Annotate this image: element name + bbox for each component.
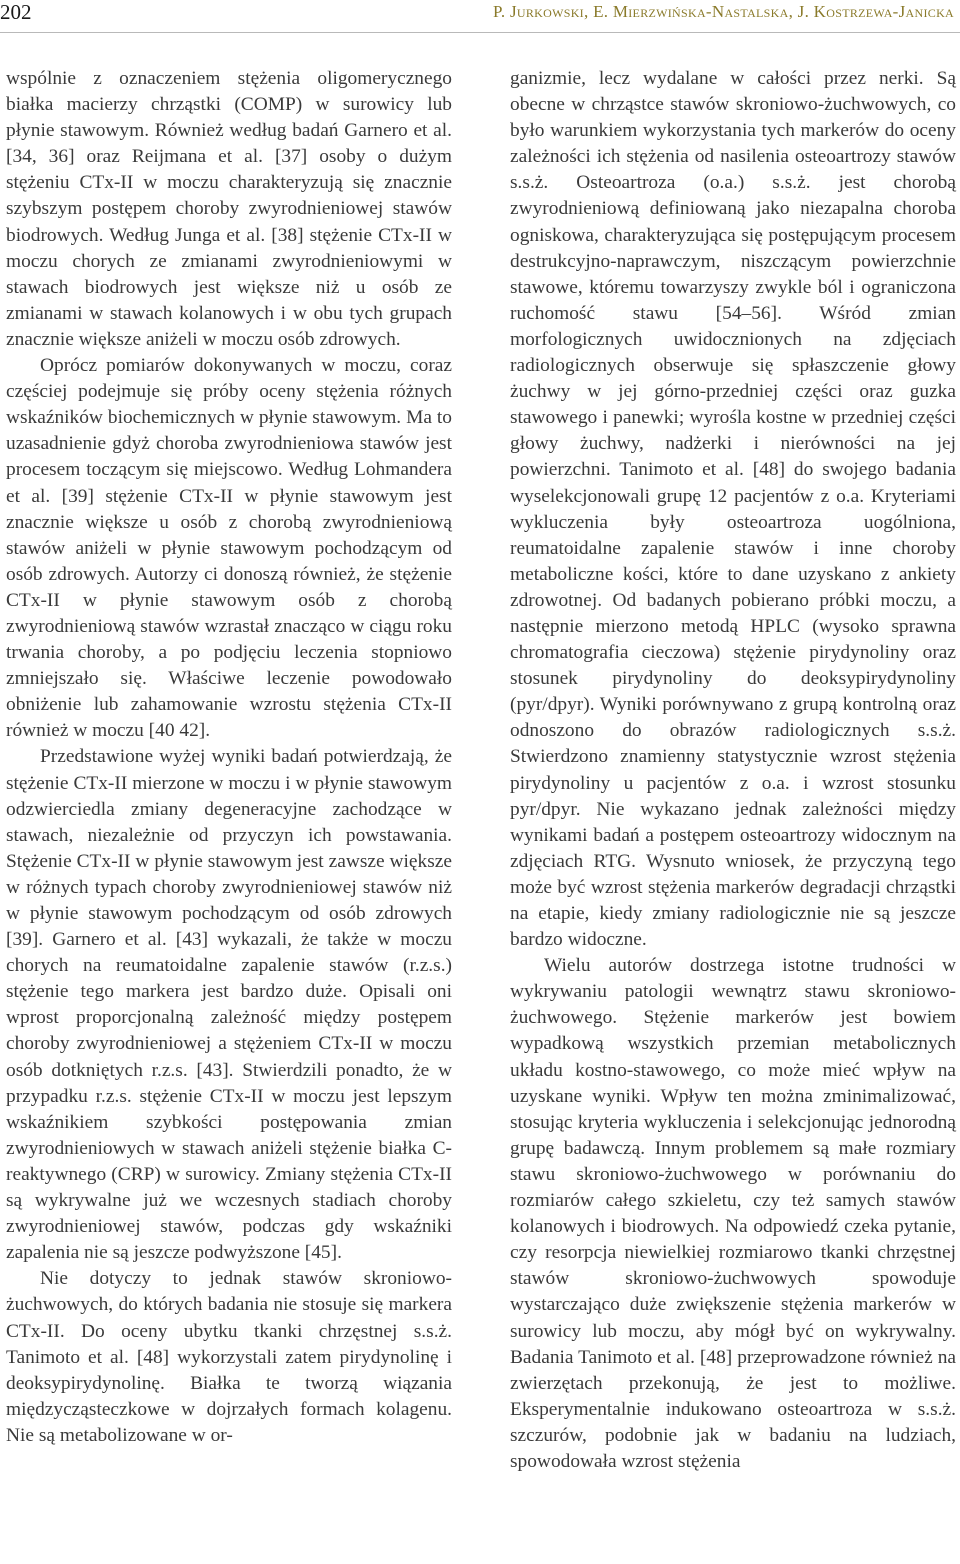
left-column	[6, 66, 452, 1449]
header-rule	[0, 32, 960, 33]
page-number: 202	[0, 0, 32, 24]
paragraph: Przedstawione wyżej wyniki badań potwierdzają, że stężenie CTx-II mierzone w moczu i w płynie stawowym odzwierciedla zmiany degeneracyjne zachodzące w stawach, niezależnie od przyczyn ich powstawania. Stężenie CTx-II w płynie stawowym jest zawsze większe w różnych typach choroby zwyrodnieniowej stawów niż w płynie stawowym pochodzącym od osób zdrowych [39]. Garnero et al. [43] wykazali, że także w moczu chorych na reumatoidalne zapalenie stawów (r.z.s.) stężenie tego markera jest bardzo duże. Opisali oni wprost proporcjonalną zależność między postępem choroby zwyrodnieniowej a stężeniem CTx-II w moczu osób dotkniętych r.z.s. [43]. Stwierdzili ponadto, że w przypadku r.z.s. stężenie CTx-II w moczu jest lepszym wskaźnikiem szybkości postępowania zmian zwyrodnieniowych w stawach aniżeli stężenie białka C-reaktywnego (CRP) w surowicy. Zmiany stężenia CTx-II są wykrywalne już we wczesnych stadiach choroby zwyrodnieniowej stawów, podczas gdy wskaźniki zapalenia nie są jeszcze podwyższone [45].	[6, 746, 452, 1264]
paragraph: Nie dotyczy to jednak stawów skroniowo-żuchwowych, do których badania nie stosuje się markera CTx-II. Do oceny ubytku tkanki chrzęstnej s.s.ż. Tanimoto et al. [48] wykorzystali zatem pirydynolinę i deoksypirydynolinę. Białka te tworzą wiązania międzycząsteczkowe w dojrzałych formach kolagenu. Nie są metabolizowane w or-	[6, 1268, 452, 1446]
paragraph: Wielu autorów dostrzega istotne trudności w wykrywaniu patologii wewnątrz stawu skroniowo-żuchwowego. Stężenie markerów jest bowiem wypadkową wszystkich przemian metabolicznych układu kostno-stawowego, co może mieć wpływ na uzyskane wyniki. Wpływ ten można zminimalizować, stosując kryteria wykluczenia i selekcjonując jednorodną grupę badawczą. Innym problemem są małe rozmiary stawu skroniowo-żuchwowego w porównaniu do rozmiarów całego szkieletu, czy też samych stawów kolanowych i biodrowych. Na odpowiedź czeka pytanie, czy resorpcja niewielkiej rozmiarowo tkanki chrzęstnej stawów skroniowo-żuchwowych spowoduje wystarczająco duże zwiększenie stężenia markerów w surowicy lub moczu, aby mógł być on wykrywalny. Badania Tanimoto et al. [48] przeprowadzone również na zwierzętach przekonują, że jest to możliwe. Eksperymentalnie indukowano osteoartroza w s.s.ż. szczurów, podobnie jak w badaniu na ludziach, spowodowała wzrost stężenia	[510, 955, 956, 1472]
paragraph: Oprócz pomiarów dokonywanych w moczu, coraz częściej podejmuje się próby oceny stężenia różnych wskaźników biochemicznych w płynie stawowym. Ma to uzasadnienie gdyż choroba zwyrodnieniowa stawów jest procesem toczącym się miejscowo. Według Lohmandera et al. [39] stężenie CTx-II w płynie stawowym jest znacznie większe u osób z chorobą zwyrodnieniową stawów aniżeli w płynie stawowym pochodzącym od osób zdrowych. Autorzy ci donoszą również, że stężenie CTx-II w płynie stawowym osób z chorobą zwyrodnieniową stawów wzrastał znacząco w ciągu roku trwania choroby, a po podjęciu leczenia stopniowo zmniejszało się. Właściwe leczenie powodowało obniżenie lub zahamowanie wzrostu stężenia CTx-II również w moczu [40 42].	[6, 355, 452, 742]
paragraph: ganizmie, lecz wydalane w całości przez nerki. Są obecne w chrząstce stawów skroniowo-żuchwowych, co było warunkiem wykorzystania tych markerów do oceny zależności ich stężenia od nasilenia osteoartrozy stawów s.s.ż. Osteoartroza (o.a.) s.s.ż. jest chorobą zwyrodnieniową definiowaną jako niezapalna choroba ogniskowa, charakteryzująca się postępującym procesem destrukcyjno-naprawczym, niszczącym powierzchnie stawowe, któremu towarzyszy zwykle ból i ograniczona ruchomość stawu [54–56]. Wśród zmian morfologicznych uwidocznionych na zdjęciach radiologicznych obserwuje się spłaszczenie głowy żuchwy w jej górno-przedniej części oraz guzka stawowego i panewki; wyrośla kostne w przedniej części głowy żuchwy, nadżerki i nierówności na jej powierzchni. Tanimoto et al. [48] do swojego badania wyselekcjonowali grupę 12 pacjentów z o.a. Kryteriami wykluczenia były osteoartroza uogólniona, reumatoidalne zapalenie stawów i inne choroby metaboliczne kości, które to dane uzyskano z ankiety zdrowotnej. Od badanych pobierano próbki moczu, a następnie mierzono metodą HPLC (wysoko sprawna chromatografia cieczowa) stężenie pirydynoliny oraz stosunek pirydynoliny do deoksypirydynoliny (pyr/dpyr). Wyniki porównywano z grupą kontrolną oraz odnoszono do obrazów radiologicznych s.s.ż. Stwierdzono znamienny statystycznie wzrost stężenia pirydynoliny u pacjentów z o.a. i wzrost stosunku pyr/dpyr. Nie wykazano jednak zależności między wynikami badań a postępem osteoartrozy widocznym na zdjęciach RTG. Wysnuto wniosek, że przyczyną tego może być wzrost stężenia markerów degradacji chrząstki na etapie, kiedy zmiany radiologicznie nie są jeszcze bardzo widoczne.	[510, 68, 956, 951]
running-head: P. Jurkowski, E. Mierzwińska-Nastalska, J. Kostrzewa-Janicka	[493, 2, 954, 21]
right-column	[510, 66, 956, 1475]
paragraph: wspólnie z oznaczeniem stężenia oligomerycznego białka macierzy chrząstki (COMP) w surowicy lub płynie stawowym. Również według badań Garnero et al. [34, 36] oraz Reijmana et al. [37] osoby o dużym stężeniu CTx-II w moczu charakteryzują się znacznie szybszym postępem choroby zwyrodnieniowej stawów biodrowych. Według Junga et al. [38] stężenie CTx-II w moczu chorych ze zmianami zwyrodnieniowymi w stawach biodrowych jest większe niż u osób ze zmianami w stawach kolanowych i w obu tych grupach znacznie większe aniżeli w moczu osób zdrowych.	[6, 68, 452, 350]
